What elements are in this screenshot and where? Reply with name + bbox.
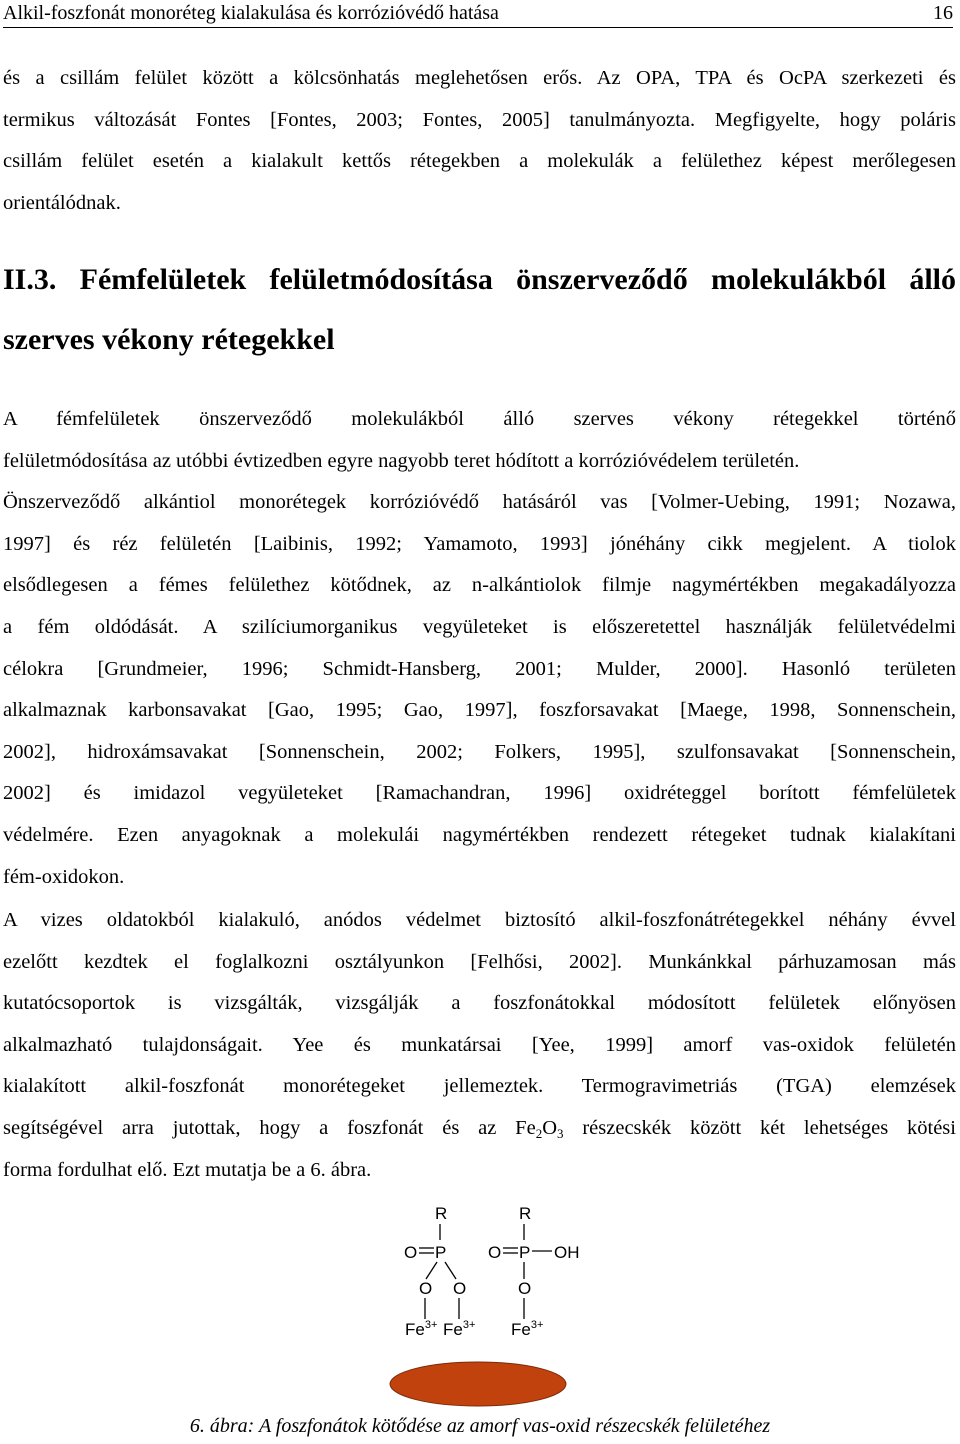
right-R-label: R <box>519 1204 532 1223</box>
phosphonate-binding-figure <box>380 1195 620 1415</box>
subscript: 2 <box>535 1125 543 1141</box>
heading-line: szerves vékony rétegekkel <box>3 323 335 356</box>
text-line: védelmére. Ezen anyagoknak a molekulái nagymértékben rendezett rétegeket tudnak kialakítani <box>3 823 956 846</box>
left-P-label: P <box>435 1243 447 1262</box>
section-heading <box>3 250 956 370</box>
iron-oxide-particle <box>390 1362 566 1406</box>
text-line: felületmódosítása az utóbbi évtizedben egyre nagyobb teret hódított a korrózióvédelem területén. <box>3 449 800 472</box>
text-line: termikus változását Fontes [Fontes, 2003; Fontes, 2005] tanulmányozta. Megfigyelte, hogy poláris <box>3 108 956 131</box>
right-double-O-label: O <box>488 1243 502 1262</box>
text-line: forma fordulhat elő. Ezt mutatja be a 6. ábra. <box>3 1158 372 1181</box>
right-OH-label: OH <box>554 1243 580 1262</box>
left-O1-label: O <box>419 1279 433 1298</box>
page-header <box>3 0 953 28</box>
text-line: Önszerveződő alkántiol monorétegek korrózióvédő hatásáról vas [Volmer-Uebing, 1991; Nozawa, <box>3 491 956 514</box>
text-line: fém-oxidokon. <box>3 865 125 888</box>
page-number: 16 <box>933 2 953 24</box>
figure-caption: 6. ábra: A foszfonátok kötődése az amorf vas-oxid részecskék felületéhez <box>189 1415 771 1437</box>
text-line: a fém oldódását. A szilíciumorganikus vegyületeket is előszeretettel használják felületvédelmi <box>3 615 956 638</box>
text-fragment: részecskék között két lehetséges kötési <box>563 1116 956 1139</box>
binding-diagram <box>380 1195 620 1415</box>
text-line: alkalmazható tulajdonságait. Yee és munkatársai [Yee, 1999] amorf vas-oxidok felületén <box>3 1033 956 1056</box>
text-line: orientálódnak. <box>3 191 121 214</box>
left-O2-label: O <box>453 1279 467 1298</box>
text-line: ezelőtt kezdtek el foglalkozni osztályunkon [Felhősi, 2002]. Munkánkkal párhuzamosan más <box>3 950 956 973</box>
text-line: A vizes oldatokból kialakuló, anódos védelmet biztosító alkil-foszfonátrétegekkel néhány évvel <box>3 909 956 931</box>
right-O-label: O <box>518 1279 532 1298</box>
text-line: A fémfelületek önszerveződő molekulákból álló szerves vékony rétegekkel történő <box>3 408 956 430</box>
text-line: kutatócsoportok is vizsgálták, vizsgálják a foszfonátokkal módosított felületek előnyösen <box>3 992 956 1015</box>
subscript: 3 <box>557 1125 564 1141</box>
heading-line: II.3. Fémfelületek felületmódosítása önszerveződő molekulákból álló <box>3 263 956 296</box>
text-line-formula <box>3 1108 956 1150</box>
text-line: alkalmaznak karbonsavakat [Gao, 1995; Gao, 1997], foszforsavakat [Maege, 1998, Sonnenschein, <box>3 699 956 722</box>
left-double-O-label: O <box>404 1243 418 1262</box>
text-line: kialakított alkil-foszfonát monorétegeket jellemeztek. Termogravimetriás (TGA) elemzések <box>3 1075 956 1098</box>
left-R-label: R <box>435 1204 448 1223</box>
text-line: csillám felület esetén a kialakult kettős rétegekben a molekulák a felülethez képest merőlegesen <box>3 150 956 173</box>
text-line: célokra [Grundmeier, 1996; Schmidt-Hansberg, 2001; Mulder, 2000]. Hasonló területen <box>3 657 956 680</box>
text-line: 1997] és réz felületén [Laibinis, 1992; Yamamoto, 1993] jónéhány cikk megjelent. A tiolok <box>3 532 956 555</box>
text-fragment: segítségével arra jutottak, hogy a foszfonát és az Fe <box>3 1116 536 1139</box>
right-Fe-label: $Fe^{3+}$ <box>511 1319 544 1339</box>
paragraph-continuation <box>3 58 956 224</box>
left-Fe2-label: $Fe^{3+}$ <box>443 1319 476 1339</box>
bond-line <box>426 1262 437 1279</box>
text-line: 2002], hidroxámsavakat [Sonnenschein, 2002; Folkers, 1995], szulfonsavakat [Sonnenschein, <box>3 740 956 763</box>
bond-line <box>445 1262 456 1279</box>
paragraph-phosphonate <box>3 900 956 1191</box>
running-title: Alkil-foszfonát monoréteg kialakulása és korrózióvédő hatása <box>3 2 499 24</box>
text-line: és a csillám felület között a kölcsönhatás meglehetősen erős. Az OPA, TPA és OcPA szerkezeti és <box>3 67 956 89</box>
text-line: elsődlegesen a fémes felülethez kötődnek, az n-alkántiolok filmje nagymértékben megakadályozza <box>3 574 956 597</box>
text-line: 2002] és imidazol vegyületeket [Ramachandran, 1996] oxidréteggel borított fémfelületek <box>3 782 956 805</box>
text-fragment: O <box>542 1116 557 1139</box>
paragraph-intro <box>3 399 956 898</box>
left-Fe1-label: $Fe^{3+}$ <box>405 1319 438 1339</box>
right-P-label: P <box>519 1243 531 1262</box>
